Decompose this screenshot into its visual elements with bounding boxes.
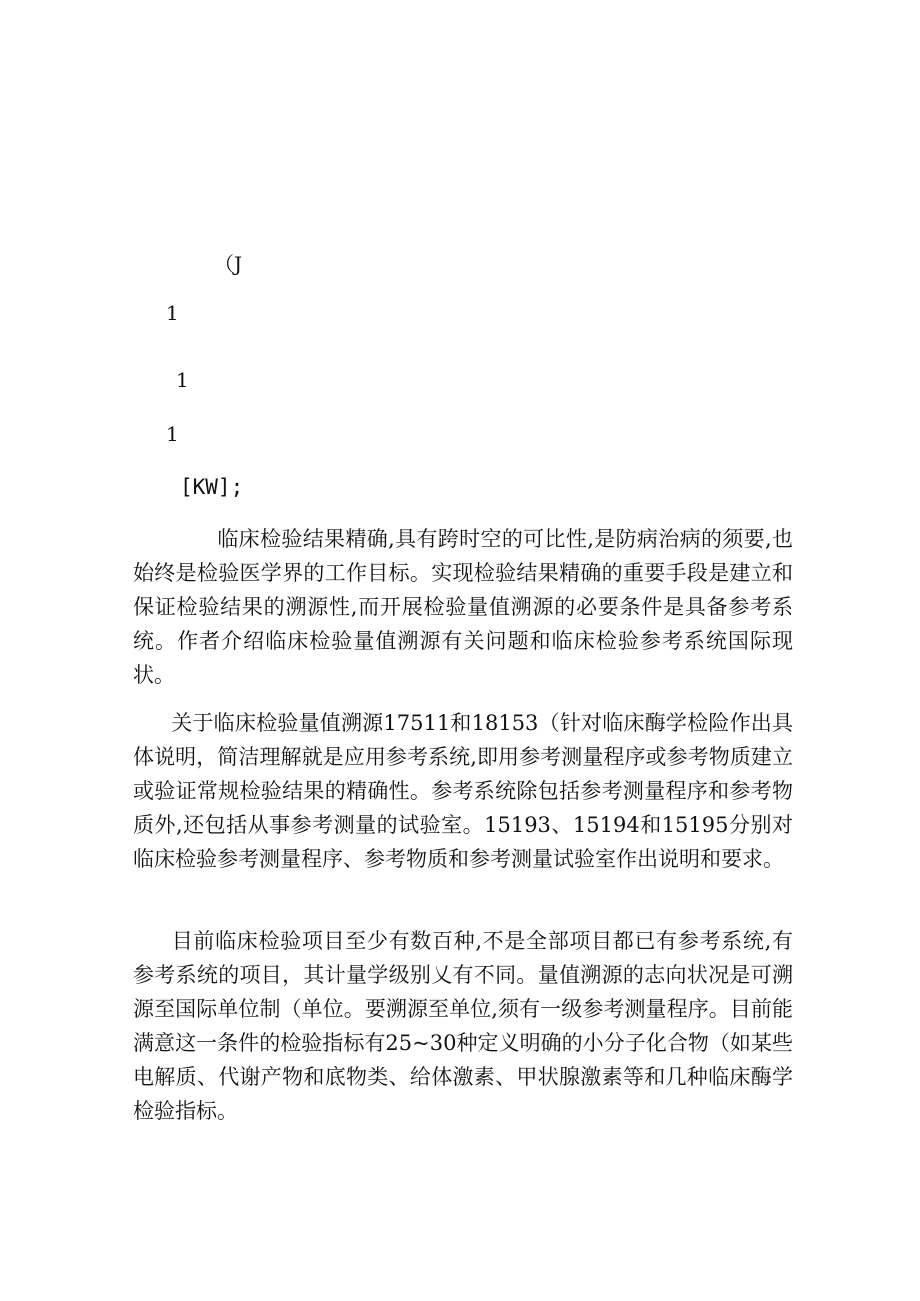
fragment-paren-j: （J xyxy=(214,252,243,276)
fragment-number-1: 1 xyxy=(166,301,179,325)
paragraph-traceability xyxy=(133,706,793,876)
fragment-number-2: 1 xyxy=(176,368,189,392)
paragraph-current-status-text: 目前临床检验项目至少有数百种,不是全部项目都已有参考系统,有参考系统的项目，其计量学级别乂有不同。量值溯源的志向状况是可溯源至国际单位制（单位。要溯源至单位,须有一级参考测量程序。目前能满意这一条件的检验指标有25~30种定义明确的小分子化合物（如某些电解质、代谢产物和底物类、给体激素、甲状腺激素等和几种临床酶学检验指标。 xyxy=(133,929,793,1123)
paragraph-intro xyxy=(133,522,793,692)
paragraph-traceability-text: 关于临床检验量值溯源17511和18153（针对临床酶学检险作出具体说明，简洁理解就是应用参考系统,即用参考测量程序或参考物质建立或验证常规检验结果的精确性。参考系统除包括参考测量程序和参考物质外,还包括从事参考测量的试验室。15193、15194和15195分别对临床检验参考测量程序、参考物质和参考测量试验室作出说明和要求。 xyxy=(133,711,793,871)
fragment-number-3: 1 xyxy=(166,422,179,446)
paragraph-intro-text: 临床检验结果精确,具有跨时空的可比性,是防病治病的须要,也始终是检验医学界的工作目标。实现检验结果精确的重要手段是建立和保证检验结果的溯源性,而开展检验量值溯源的必要条件是具备参考系统。作者介绍临床检验量值溯源有关问题和临床检验参考系统国际现状。 xyxy=(133,527,793,687)
paragraph-current-status xyxy=(133,924,793,1128)
fragment-kw-tag: [KW]; xyxy=(180,475,244,499)
